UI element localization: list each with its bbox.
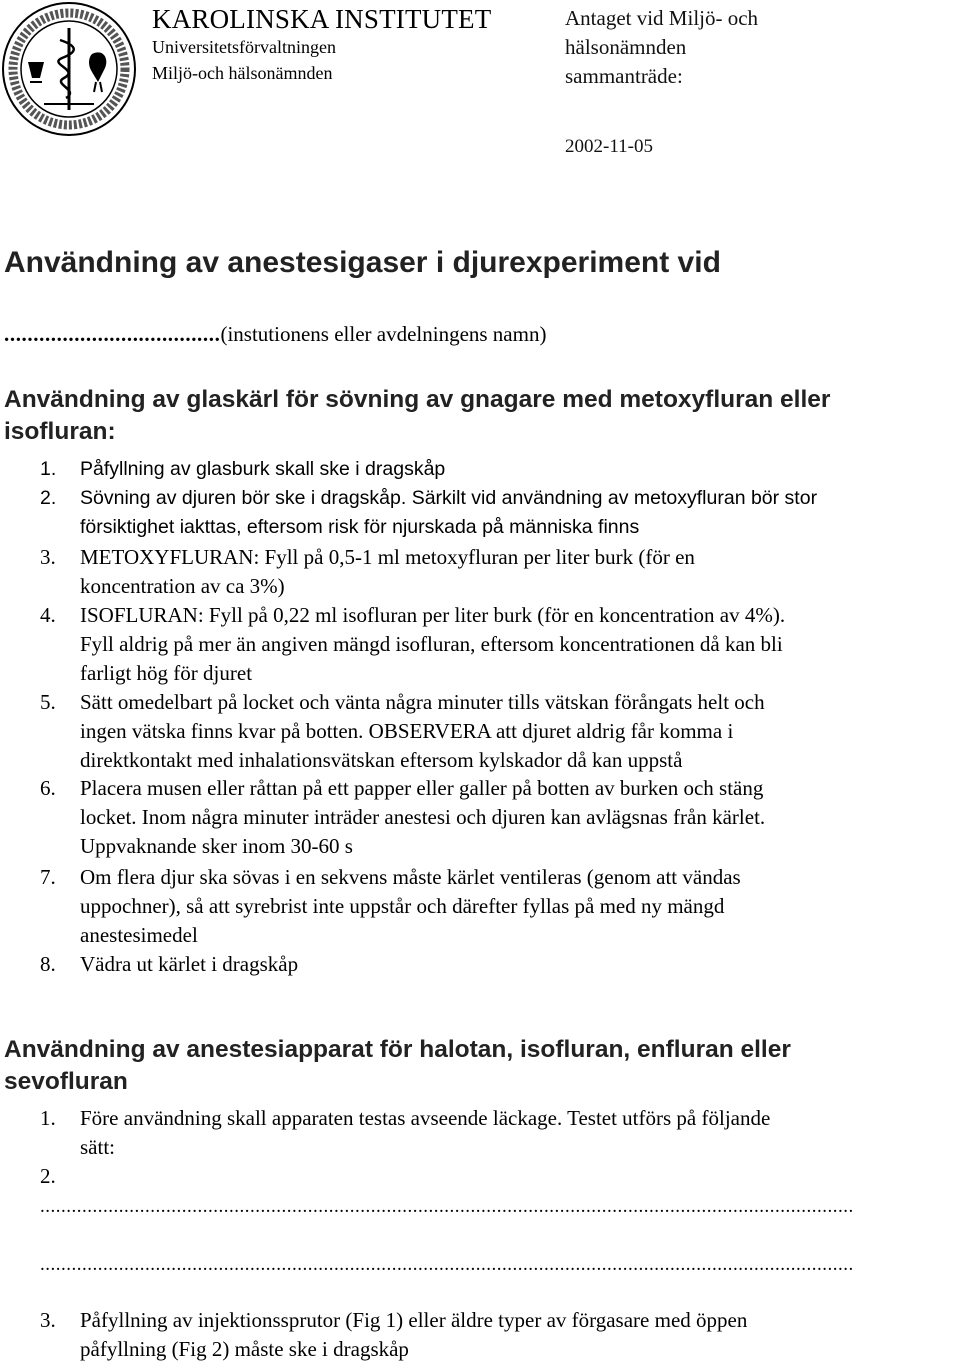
institution-placeholder: ..................................... (4, 322, 221, 346)
list-item-text (80, 950, 948, 979)
list-item-text (80, 455, 948, 484)
section-1-heading-line-2: isofluran: (4, 418, 116, 445)
list-item-number: 5. (40, 690, 56, 714)
list-item-line: anestesimedel (80, 923, 198, 947)
list-item-number: 1. (40, 458, 57, 480)
section-2-heading-line-2: sevofluran (4, 1068, 128, 1095)
approval-line-3: sammanträde: (565, 64, 683, 88)
approval-note (565, 4, 825, 91)
list-item-text (80, 543, 948, 601)
list-item-number: 3. (40, 545, 56, 569)
section-2-heading-line-1: Användning av anestesiapparat för halotan, isofluran, enfluran eller (4, 1036, 791, 1063)
list-item-number: 1. (40, 1106, 56, 1130)
section-1-heading (4, 384, 830, 448)
list-item-line: ISOFLURAN: Fyll på 0,22 ml isofluran per liter burk (för en koncentration av 4%). (80, 603, 786, 627)
list-item-text (80, 774, 948, 861)
fill-in-dotted-line: ........................................................................................................................................................... (40, 1196, 854, 1217)
list-item-number: 3. (40, 1308, 56, 1332)
committee-name: Miljö-och hälsonämnden (152, 63, 333, 83)
fill-in-dotted-line: ........................................................................................................................................................... (40, 1254, 854, 1275)
list-item-line: Fyll aldrig på mer än angiven mängd isofluran, eftersom koncentrationen då kan bli (80, 632, 783, 656)
list-item-line: Sövning av djuren bör ske i dragskåp. Särkilt vid användning av metoxyfluran bör stor (80, 487, 818, 509)
list-item-number: 7. (40, 865, 56, 889)
list-item-line: uppochner), så att syrebrist inte uppstår och därefter fyllas på med ny mängd (80, 894, 725, 918)
list-item-line: METOXYFLURAN: Fyll på 0,5-1 ml metoxyfluran per liter burk (för en (80, 545, 695, 569)
list-item-line: koncentration av ca 3%) (80, 574, 285, 598)
list-item-line: sätt: (80, 1135, 115, 1159)
list-item-line: Påfyllning av glasburk skall ske i dragskåp (80, 458, 446, 480)
list-item-line: Påfyllning av injektionssprutor (Fig 1) eller äldre typer av förgasare med öppen (80, 1308, 748, 1332)
list-item-number: 2. (40, 1164, 56, 1188)
list-item-line: Placera musen eller råttan på ett papper eller galler på botten av burken och stäng (80, 776, 764, 800)
list-item-text (80, 601, 948, 688)
list-item-number: 2. (40, 487, 57, 509)
list-item-text (80, 1306, 948, 1364)
list-item-line: Uppvaknande sker inom 30-60 s (80, 834, 353, 858)
list-item-text (80, 484, 948, 542)
section-2-heading (4, 1034, 791, 1098)
list-item-line: försiktighet iakttas, eftersom risk för njurskada på människa finns (80, 516, 640, 538)
approval-line-1: Antaget vid Miljö- och (565, 6, 759, 30)
section-1-heading-line-1: Användning av glaskärl för sövning av gnagare med metoxyfluran eller (4, 386, 831, 413)
list-item-line: farligt hög för djuret (80, 661, 253, 685)
meeting-date: 2002-11-05 (565, 136, 653, 157)
institution-line (4, 322, 546, 347)
organization-header (152, 4, 491, 86)
list-item-line: ingen vätska finns kvar på botten. OBSERVERA att djuret aldrig får komma i (80, 719, 734, 743)
list-item-line: Sätt omedelbart på locket och vänta några minuter tills vätskan förångats helt och (80, 690, 765, 714)
department-name: Universitetsförvaltningen (152, 37, 336, 57)
list-item-number: 8. (40, 952, 56, 976)
approval-line-2: hälsonämnden (565, 35, 687, 59)
list-item-line: påfyllning (Fig 2) måste ske i dragskåp (80, 1337, 409, 1361)
list-item-text (80, 863, 948, 950)
document-title: Användning av anestesigaser i djurexperiment vid (4, 246, 721, 279)
list-item-line: direktkontakt med inhalationsvätskan eftersom kylskador då kan uppstå (80, 748, 683, 772)
list-item-line: Vädra ut kärlet i dragskåp (80, 952, 299, 976)
list-item-line: Före användning skall apparaten testas avseende läckage. Testet utförs på följande (80, 1106, 771, 1130)
list-item-number: 6. (40, 776, 56, 800)
organization-name: KAROLINSKA INSTITUTET (152, 4, 492, 34)
karolinska-seal-icon (0, 0, 138, 138)
list-item-text (80, 1104, 948, 1162)
institution-label: (instutionens eller avdelningens namn) (220, 322, 547, 346)
list-item-number: 4. (40, 603, 56, 627)
list-item-line: Om flera djur ska sövas i en sekvens måste kärlet ventileras (genom att vändas (80, 865, 741, 889)
list-item-line: locket. Inom några minuter inträder anestesi och djuren kan avlägsnas från kärlet. (80, 805, 766, 829)
list-item-text (80, 688, 948, 775)
